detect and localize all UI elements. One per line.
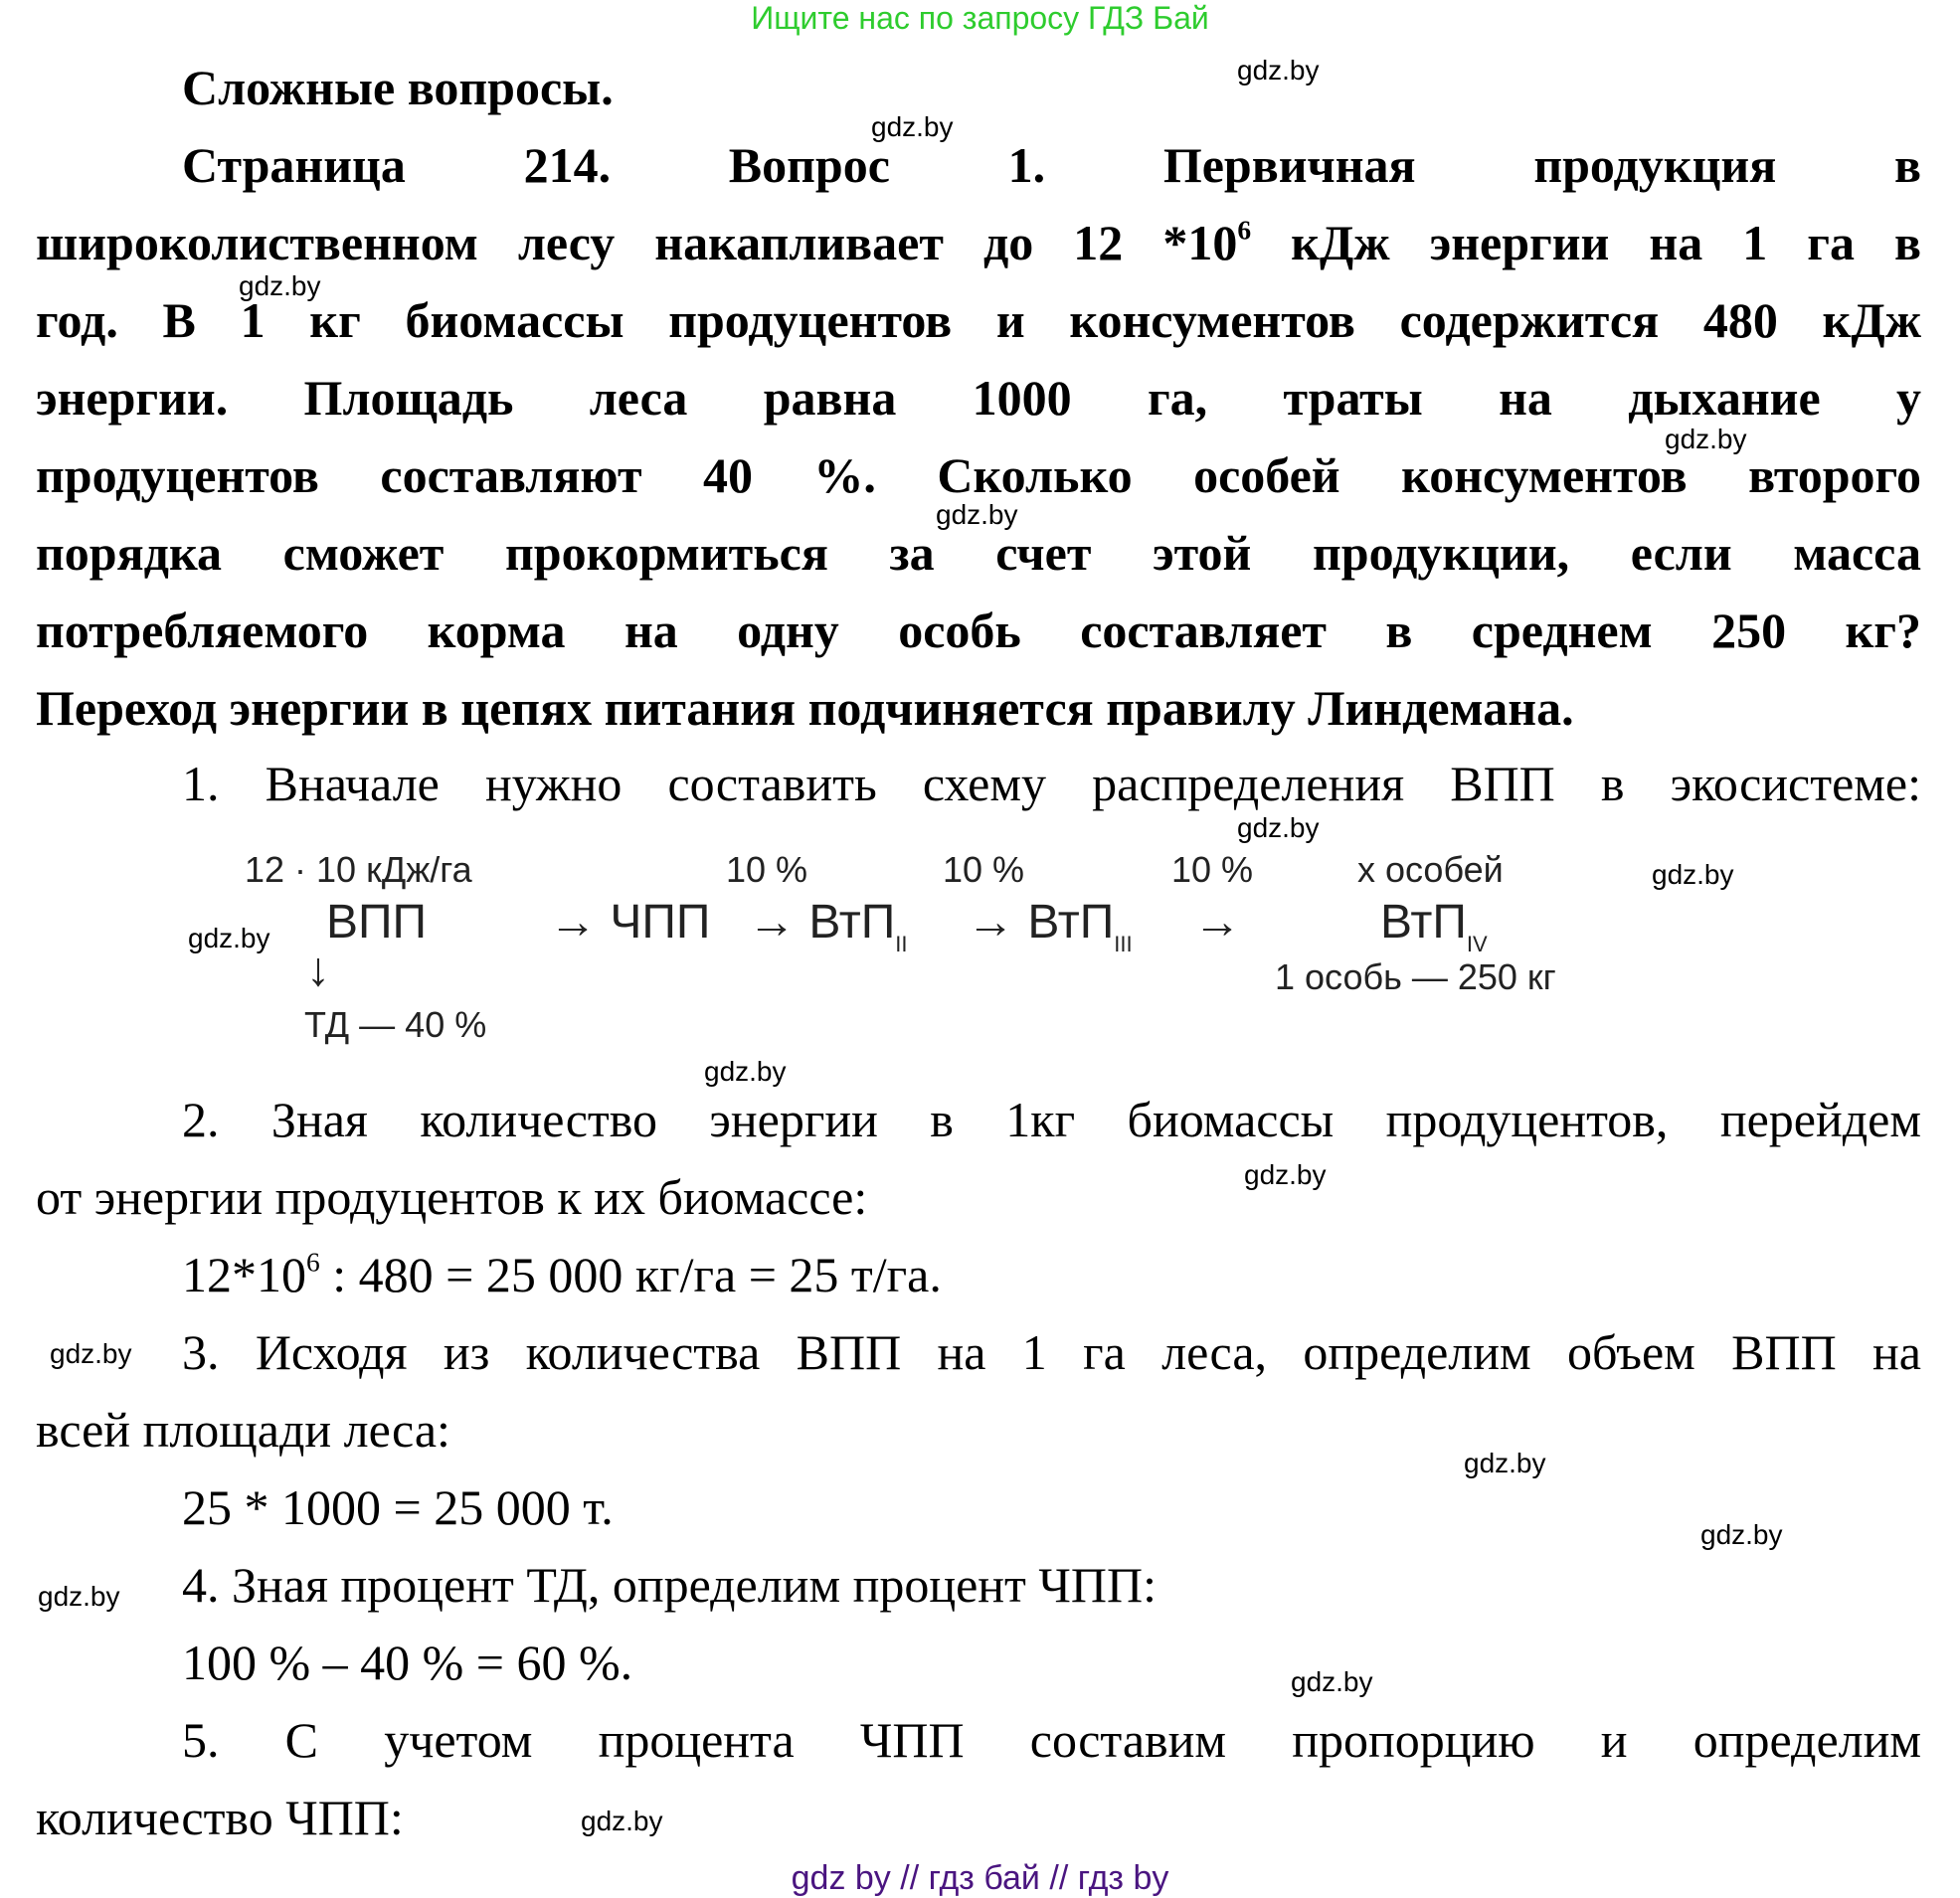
question-line-7: потребляемого корма на одну особь составляет в среднем 250 кг? [36, 603, 1921, 658]
node-chp: → ЧПП [549, 896, 711, 949]
watermark: gdz.by [871, 111, 954, 142]
node-td: ТД — 40 % [304, 1004, 487, 1045]
question-line-8: Переход энергии в цепях питания подчиняется правилу Линдемана. [36, 680, 1574, 736]
word: Вопрос [728, 137, 890, 193]
arrow-down-icon: ↓ [306, 944, 330, 996]
watermark: gdz.by [1291, 1666, 1373, 1697]
watermark: gdz.by [1237, 812, 1320, 843]
step-2-line-1: 2. Зная количество энергии в 1кг биомассы продуцентов, перейдем [182, 1092, 1921, 1147]
per-individual-label: 1 особь — 250 кг [1275, 956, 1556, 997]
step-4-calc: 100 % – 40 % = 60 %. [182, 1635, 633, 1690]
percent-label: 10 % [726, 849, 808, 890]
step-3-line-1: 3. Исходя из количества ВПП на 1 га леса, определим объем ВПП на [182, 1324, 1921, 1380]
individuals-label: х особей [1357, 849, 1504, 890]
question-line-1 [182, 135, 1921, 195]
watermark: gdz.by [188, 923, 270, 953]
watermark: gdz.by [936, 499, 1018, 530]
watermark: gdz.by [1464, 1448, 1546, 1478]
section-heading: Сложные вопросы. [182, 60, 614, 115]
watermark: gdz.by [704, 1056, 787, 1087]
watermark: gdz.by [1700, 1519, 1783, 1550]
node-vtp-2: → ВтП$_{II}$ [748, 896, 908, 956]
word: Первичная [1162, 137, 1416, 193]
energy-label: 12 · 10 кДж/га [245, 849, 472, 890]
word: продукция [1533, 137, 1777, 193]
watermark: gdz.by [1244, 1159, 1327, 1190]
percent-label: 10 % [943, 849, 1025, 890]
step-3-calc: 25 * 1000 = 25 000 т. [182, 1479, 614, 1535]
node-vtp-3: → ВтП$_{III}$ [967, 896, 1133, 956]
arrow-right-icon: → [1193, 896, 1241, 949]
step-2-line-2: от энергии продуцентов к их биомассе: [36, 1169, 868, 1225]
footer-links: gdz by // гдз бай // гдз by [791, 1859, 1169, 1897]
step-3-line-2: всей площади леса: [36, 1402, 450, 1458]
step-5-line-2: количество ЧПП: [36, 1790, 404, 1845]
word: в [1893, 137, 1921, 193]
question-line-5: продуцентов составляют 40 %. Сколько особей консументов второго [36, 447, 1921, 503]
step-2-calc: $12*10^6$ : 480 = 25 000 кг/га = 25 т/га. [182, 1246, 942, 1302]
watermark: gdz.by [239, 270, 321, 301]
watermark: gdz.by [581, 1806, 663, 1836]
watermark: gdz.by [38, 1581, 120, 1612]
watermark: gdz.by [1665, 424, 1747, 454]
step-5-line-1: 5. С учетом процента ЧПП составим пропорцию и определим [182, 1712, 1921, 1768]
question-line-4: энергии. Площадь леса равна 1000 га, траты на дыхание у [36, 370, 1921, 426]
word: Страница [182, 137, 406, 193]
word: 1. [1007, 137, 1046, 193]
step-1: 1. Вначале нужно составить схему распределения ВПП в экосистеме: [182, 756, 1921, 811]
node-vpp: ВПП [326, 896, 428, 949]
question-line-6: порядка сможет прокормиться за счет этой продукции, если масса [36, 525, 1921, 581]
watermark: gdz.by [50, 1338, 132, 1369]
search-banner: Ищите нас по запросу ГДЗ Бай [751, 0, 1209, 36]
percent-label: 10 % [1171, 849, 1254, 890]
word: 214. [523, 137, 612, 193]
watermark: gdz.by [1652, 859, 1734, 890]
node-vtp-4: ВтП$_{IV}$ [1380, 896, 1488, 956]
watermark: gdz.by [1237, 55, 1320, 86]
question-line-2: широколиственном лесу накапливает до 12 $*10^6$ кДж энергии на 1 га в [36, 214, 1921, 270]
question-line-3: год. В 1 кг биомассы продуцентов и консументов содержится 480 кДж [36, 292, 1921, 348]
step-4: 4. Зная процент ТД, определим процент ЧПП: [182, 1557, 1158, 1613]
